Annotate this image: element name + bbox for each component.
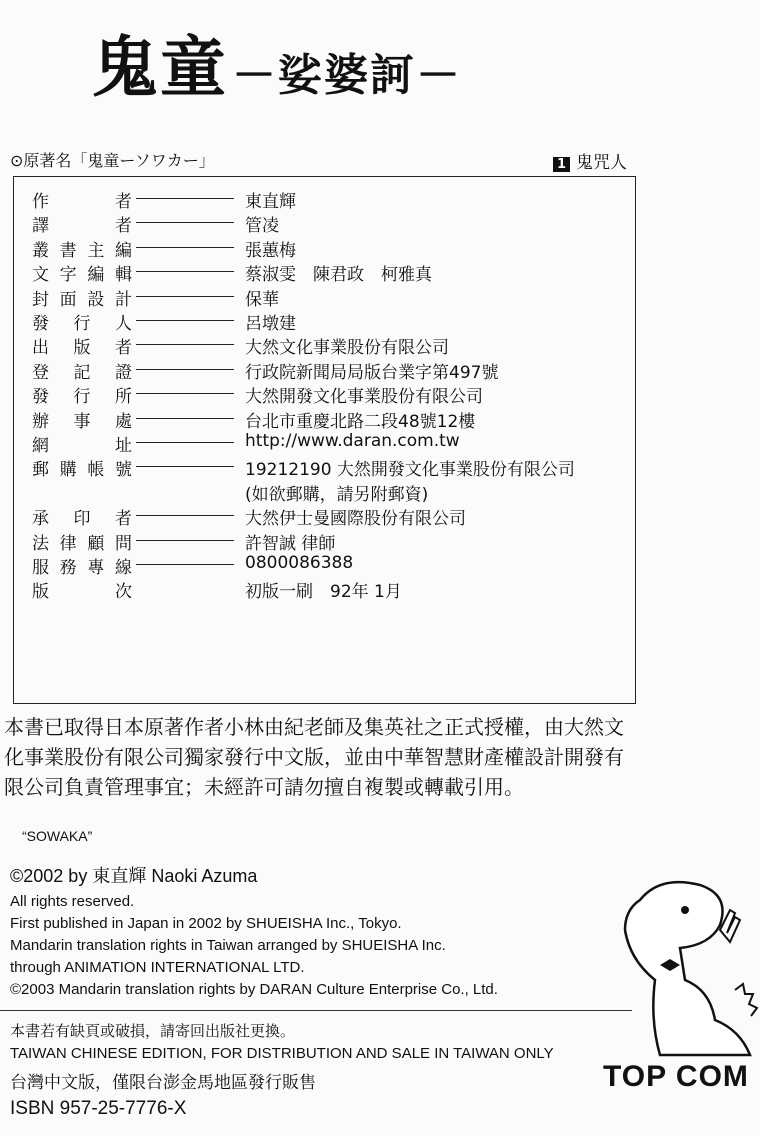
leader-line [136,247,234,248]
credit-value: 大然開發文化事業股份有限公司 [245,387,483,408]
credit-label: 承印者 [32,509,132,530]
credit-label: 譯 者 [32,216,132,237]
title-main: 鬼童 [92,29,228,106]
leader-line [136,393,234,394]
credit-value: 蔡淑雯 陳君政 柯雅真 [245,265,432,286]
original-title: ⊙原著名「鬼童ーソワカー」 [10,151,215,170]
leader-line [136,540,234,541]
leader-line [136,466,234,467]
volume-label [553,148,627,173]
credit-label: 網 址 [32,436,132,456]
credit-label: 法律顧問 [32,533,132,554]
leader-line [136,369,234,370]
credit-value: 19212190 大然開發文化事業股份有限公司 [245,460,575,481]
credit-label: 出版者 [32,338,132,359]
leader-line [136,271,234,272]
dinosaur-mascot-icon [600,870,760,1060]
credit-label: 作 者 [32,192,132,212]
credit-value: 呂墩建 [245,314,296,334]
credit-value: (如欲郵購，請另附郵資) [245,484,429,505]
work-title-en: “SOWAKA” [22,828,93,844]
leader-line [136,344,234,345]
leader-line [136,222,234,223]
defect-notice: 本書若有缺頁或破損，請寄回出版社更換。 [10,1022,296,1040]
leader-line [136,296,234,297]
credit-value: 管凌 [245,216,279,237]
rights-line: All rights reserved. [10,893,135,910]
copyright-line: ©2002 by 東直輝 Naoki Azuma [10,866,258,886]
leader-line [136,198,234,199]
book-title [92,14,462,109]
divider [0,1010,632,1011]
leader-line [136,320,234,321]
copyright2-line: ©2003 Mandarin translation rights by DARAN Culture Enterprise Co., Ltd. [10,981,498,998]
credit-label: 郵購帳號 [32,460,132,481]
credit-label: 發行人 [32,314,132,334]
credit-label: 辦事處 [32,411,132,432]
credit-value: 大然文化事業股份有限公司 [245,338,449,359]
credit-label: 封面設計 [32,289,132,310]
title-sub: －娑婆訶－ [232,50,462,101]
first-published-line: First published in Japan in 2002 by SHUEISHA Inc., Tokyo. [10,915,402,932]
credit-value: 台北市重慶北路二段48號12樓 [245,411,476,432]
credit-value: 保華 [245,289,279,310]
credit-label: 服務專線 [32,558,132,578]
edition-en: TAIWAN CHINESE EDITION, FOR DISTRIBUTION AND SALE IN TAIWAN ONLY [10,1045,554,1062]
through-line: through ANIMATION INTERNATIONAL LTD. [10,959,305,976]
credit-value: 初版一刷 92年 1月 [245,582,402,603]
leader-line [136,418,234,419]
credit-value: 0800086388 [245,553,354,573]
translation-line: Mandarin translation rights in Taiwan arranged by SHUEISHA Inc. [10,937,446,954]
credit-label: 叢書主編 [32,240,132,261]
credit-value: 大然伊士曼國際股份有限公司 [245,509,466,530]
credit-value: http://www.daran.com.tw [245,431,460,451]
credit-label: 發行所 [32,387,132,408]
leader-line [136,515,234,516]
volume-name: 鬼咒人 [576,153,628,173]
edition-zh: 台灣中文版，僅限台澎金馬地區發行販售 [10,1073,316,1093]
license-paragraph: 本書已取得日本原著作者小林由紀老師及集英社之正式授權，由大然文化事業股份有限公司獨家發行中文版，並由中華智慧財產權設計開發有限公司負責管理事宜；未經許可請勿擅自複製或轉載引用。 [4,715,624,799]
topcom-logo: TOP COM [603,1060,749,1093]
leader-line [136,564,234,565]
credits-box [13,176,636,704]
leader-line [136,442,234,443]
credit-value: 許智誠 律師 [245,533,336,554]
credit-label: 版 次 [32,582,132,603]
credit-value: 張蕙梅 [245,240,296,261]
credit-label: 文字編輯 [32,265,132,286]
isbn: ISBN 957-25-7776-X [10,1098,187,1119]
credit-label: 登記證 [32,362,132,383]
credit-value: 東直輝 [245,192,296,212]
volume-number: 1 [553,157,570,172]
credit-value: 行政院新聞局局版台業字第497號 [245,362,499,383]
